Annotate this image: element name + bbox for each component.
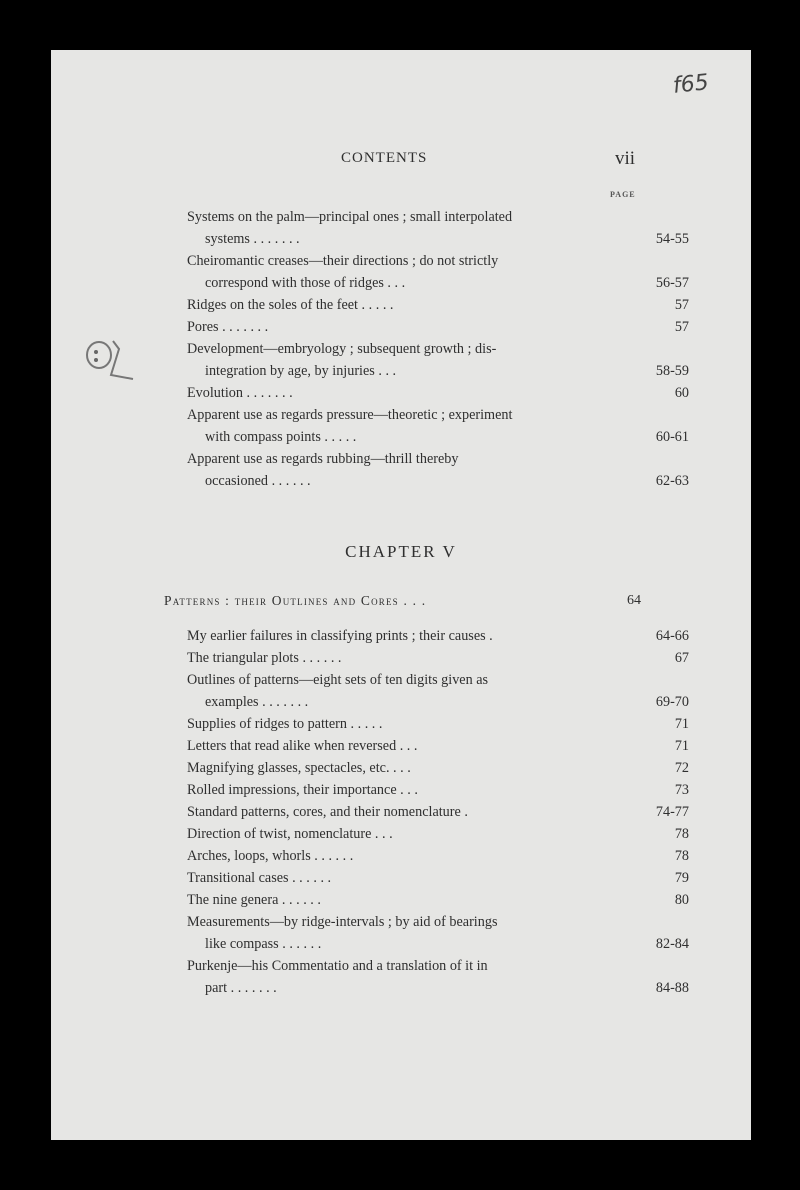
contents-entry: [187, 867, 689, 889]
entry-text: Pores . . . . . . .: [187, 319, 269, 335]
document-page: [51, 50, 751, 1140]
entry-page-number: 67: [674, 650, 689, 666]
entry-page-number: 71: [674, 716, 689, 732]
chapter-heading: CHAPTER V: [345, 542, 457, 561]
contents-entry: [187, 779, 689, 801]
entry-page-number: 74-77: [655, 804, 689, 820]
entry-page-number: 72: [674, 760, 689, 776]
entry-text: The nine genera . . . . . .: [187, 892, 321, 908]
entry-text: Magnifying glasses, spectacles, etc. . . .: [187, 760, 411, 776]
entry-page-number: 73: [674, 782, 689, 798]
contents-entry: [187, 889, 689, 911]
entry-text: Arches, loops, whorls . . . . . .: [187, 848, 354, 864]
contents-entry: [187, 647, 689, 669]
entry-page-number: 57: [674, 319, 689, 335]
entry-text: My earlier failures in classifying prints ; their causes .: [187, 628, 493, 644]
entry-text: Apparent use as regards pressure—theoretic ; experiment: [187, 407, 513, 423]
pencil-archive-code: f65: [671, 70, 710, 99]
entry-text-continued: like compass . . . . . .: [205, 936, 322, 952]
contents-entry: [187, 955, 689, 999]
entry-page-number: 78: [674, 848, 689, 864]
entry-page-number: 79: [674, 870, 689, 886]
contents-entry: [187, 250, 689, 294]
entry-text: Transitional cases . . . . . .: [187, 870, 332, 886]
entry-text-continued: part . . . . . . .: [205, 980, 277, 996]
entry-text: Standard patterns, cores, and their nomenclature .: [187, 804, 468, 820]
entry-text: Systems on the palm—principal ones ; small interpolated: [187, 209, 513, 225]
chapter-page-number: 64: [627, 593, 641, 608]
contents-entry: [187, 625, 689, 647]
contents-entry: [187, 206, 689, 250]
entry-text: Rolled impressions, their importance . . .: [187, 782, 418, 798]
contents-entry: [187, 338, 689, 382]
contents-entry: [187, 316, 689, 338]
contents-entry: [187, 669, 689, 713]
contents-entry: [187, 845, 689, 867]
entry-text: Development—embryology ; subsequent growth ; dis-: [187, 341, 497, 357]
contents-entry: [187, 823, 689, 845]
entry-text-continued: occasioned . . . . . .: [205, 473, 311, 489]
contents-entry: [187, 911, 689, 955]
entry-page-number: 57: [674, 297, 689, 313]
contents-entry: [187, 382, 689, 404]
chapter-title: [164, 593, 426, 609]
entry-text: Evolution . . . . . . .: [187, 385, 293, 401]
contents-entry: [187, 404, 689, 448]
entry-page-number: 60: [674, 385, 689, 401]
entry-text-continued: examples . . . . . . .: [205, 694, 309, 710]
entry-text: The triangular plots . . . . . .: [187, 650, 342, 666]
entry-page-number: 56-57: [655, 275, 689, 291]
entry-text: Apparent use as regards rubbing—thrill thereby: [187, 451, 459, 467]
entry-page-number: 78: [674, 826, 689, 842]
running-head: [51, 150, 751, 174]
entry-text-continued: with compass points . . . . .: [205, 429, 357, 445]
entry-page-number: 71: [674, 738, 689, 754]
contents-entry: [187, 294, 689, 316]
entry-page-number: 64-66: [655, 628, 689, 644]
entry-text: Ridges on the soles of the feet . . . . .: [187, 297, 394, 313]
entry-text: Purkenje—his Commentatio and a translation of it in: [187, 958, 488, 974]
contents-entry: [187, 448, 689, 492]
entry-text: Letters that read alike when reversed . . .: [187, 738, 418, 754]
entry-text-continued: correspond with those of ridges . . .: [205, 275, 406, 291]
chapter-title-text: Patterns : their Outlines and Cores . . .: [164, 593, 427, 608]
entry-text: Direction of twist, nomenclature . . .: [187, 826, 393, 842]
entry-page-number: 84-88: [655, 980, 689, 996]
entry-text: Supplies of ridges to pattern . . . . .: [187, 716, 383, 732]
contents-entry: [187, 713, 689, 735]
contents-entry: [187, 735, 689, 757]
entry-page-number: 69-70: [655, 694, 689, 710]
entry-text-continued: integration by age, by injuries . . .: [205, 363, 397, 379]
page-title: CONTENTS: [341, 150, 428, 166]
entry-page-number: 58-59: [655, 363, 689, 379]
entry-text: Outlines of patterns—eight sets of ten digits given as: [187, 672, 489, 688]
page-column-label: PAGE: [610, 190, 636, 199]
entry-page-number: 80: [674, 892, 689, 908]
entry-text-continued: systems . . . . . . .: [205, 231, 300, 247]
entry-text: Measurements—by ridge-intervals ; by aid of bearings: [187, 914, 498, 930]
entry-page-number: 60-61: [655, 429, 689, 445]
contents-entry: [187, 801, 689, 823]
entry-page-number: 54-55: [655, 231, 689, 247]
entry-page-number: 82-84: [655, 936, 689, 952]
page-number: vii: [615, 148, 636, 169]
entry-text: Cheiromantic creases—their directions ; do not strictly: [187, 253, 499, 269]
entry-page-number: 62-63: [655, 473, 689, 489]
margin-pencil-mark-icon: [81, 335, 141, 385]
contents-entry: [187, 757, 689, 779]
